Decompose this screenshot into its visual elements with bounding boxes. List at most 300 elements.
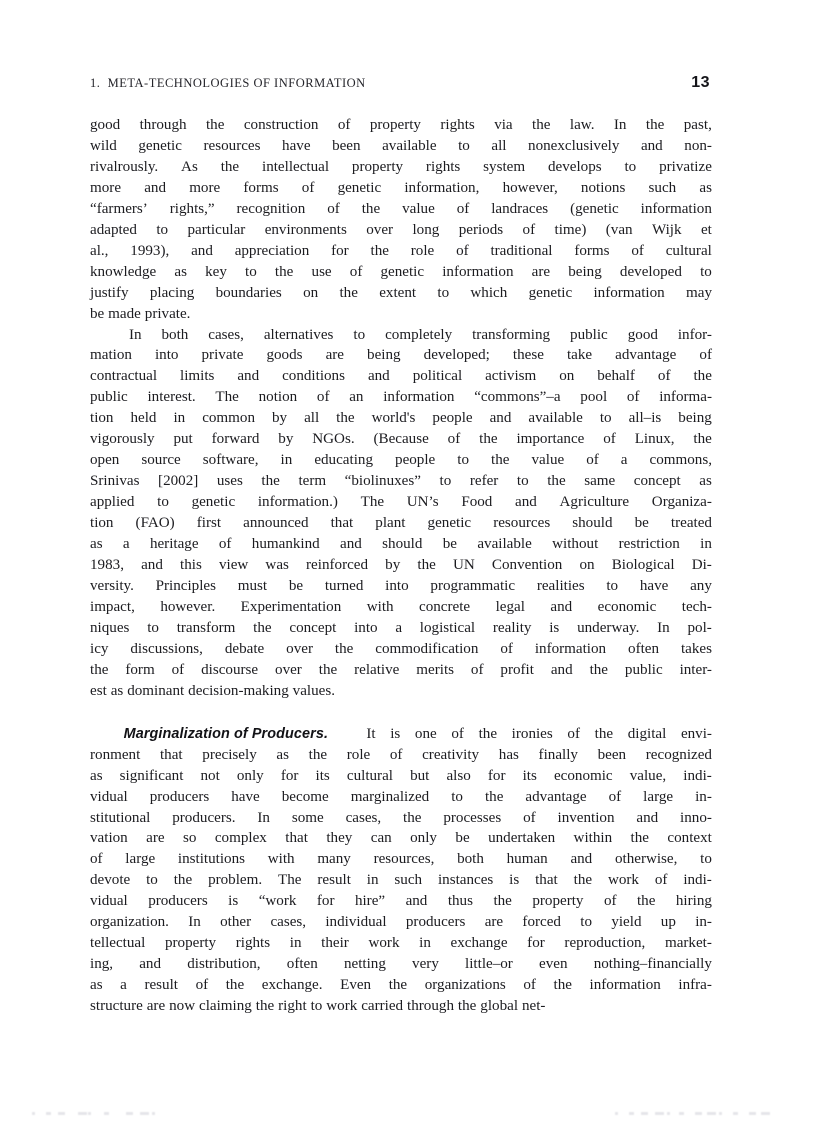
text-run: of xyxy=(195,977,209,994)
text-run: has xyxy=(498,746,519,763)
text-run: context xyxy=(667,830,712,847)
text-run: individual xyxy=(325,914,387,931)
text-run: Agriculture xyxy=(559,494,630,511)
text-line xyxy=(90,387,712,408)
text-run: mation xyxy=(90,347,132,364)
text-run: for xyxy=(280,767,299,784)
text-run: term xyxy=(298,473,327,490)
text-run: resources xyxy=(203,137,261,154)
text-run: very xyxy=(412,956,439,973)
text-run: via xyxy=(494,117,513,133)
text-run: of xyxy=(657,368,671,385)
text-line xyxy=(90,408,712,429)
text-run: large xyxy=(125,851,156,868)
text-run: undertaken xyxy=(488,830,556,847)
text-run: become xyxy=(281,788,329,805)
text-run: plant xyxy=(375,515,406,532)
text-run: one xyxy=(414,725,437,742)
text-run: applied xyxy=(90,494,135,511)
text-run: only xyxy=(236,767,264,784)
text-run: into xyxy=(385,577,409,594)
text-run: that xyxy=(285,830,308,847)
text-run: by xyxy=(272,410,288,427)
text-run: and xyxy=(489,410,512,427)
text-run: producers xyxy=(405,914,466,931)
text-run: property xyxy=(532,893,584,910)
text-line xyxy=(90,597,712,618)
text-run: stitutional xyxy=(90,809,151,826)
text-run: held xyxy=(130,410,157,427)
text-run: are xyxy=(146,998,166,1015)
text-run: good xyxy=(627,326,658,343)
text-run: notion xyxy=(258,389,298,406)
text-run: open xyxy=(90,452,120,469)
text-run: vation xyxy=(90,830,128,847)
text-run: of xyxy=(301,179,315,196)
text-run: distribution, xyxy=(187,956,261,973)
text-run: to xyxy=(146,872,158,889)
text-run: genetic xyxy=(138,137,182,154)
text-run: tech- xyxy=(681,598,712,615)
text-run: treated xyxy=(670,515,712,532)
run-in-heading: Marginalization of Producers. xyxy=(123,725,329,742)
scan-mark xyxy=(761,1112,770,1115)
text-run: informa- xyxy=(659,389,712,406)
text-run: private xyxy=(201,347,244,364)
text-run: developed; xyxy=(423,347,490,364)
text-run: the xyxy=(532,117,551,133)
text-run: Linux, xyxy=(634,431,675,448)
text-run: available xyxy=(528,410,583,427)
text-run: up xyxy=(660,914,676,931)
running-head xyxy=(90,74,710,96)
text-run: with xyxy=(366,598,394,615)
text-run: of xyxy=(500,640,513,657)
text-run: over xyxy=(366,221,394,238)
text-run: humankind xyxy=(251,536,320,553)
text-run: both xyxy=(161,326,189,343)
text-run: made xyxy=(108,305,141,322)
text-run: recognized xyxy=(645,746,712,763)
text-run: (Because xyxy=(373,431,429,448)
text-run: as xyxy=(699,179,712,196)
text-run: that xyxy=(330,515,354,532)
text-run: on xyxy=(559,368,575,385)
text-run: the xyxy=(388,977,408,994)
text-run: over xyxy=(286,640,313,657)
text-run: (FAO) xyxy=(135,515,175,532)
text-run: first xyxy=(196,515,222,532)
text-run: be xyxy=(455,830,470,847)
text-run: for xyxy=(487,767,506,784)
text-run: have xyxy=(282,137,311,154)
text-run: as xyxy=(174,263,187,280)
text-line xyxy=(90,345,712,366)
text-run: the xyxy=(547,473,566,490)
text-run: educating xyxy=(314,452,373,469)
text-line xyxy=(90,115,712,136)
text-run: problem. xyxy=(208,872,263,889)
text-run: to xyxy=(310,998,323,1015)
text-run: hire” xyxy=(354,893,386,910)
scan-mark xyxy=(615,1112,618,1115)
text-run: property xyxy=(164,935,217,952)
text-line xyxy=(90,178,712,199)
text-run: role xyxy=(410,242,435,259)
scan-mark xyxy=(707,1112,716,1115)
text-run: pol- xyxy=(687,619,712,636)
text-run: knowledge xyxy=(90,263,157,280)
text-run: little–or xyxy=(465,956,513,973)
text-run: software, xyxy=(202,452,259,469)
text-line xyxy=(90,492,712,513)
text-run: same xyxy=(584,473,616,490)
text-run: institutions xyxy=(177,851,246,868)
text-run: people xyxy=(395,452,436,469)
text-run: netting xyxy=(343,956,386,973)
scan-mark xyxy=(667,1112,670,1115)
text-run: significant xyxy=(119,767,184,784)
paragraph-indent xyxy=(90,724,109,745)
text-run: their xyxy=(321,935,349,952)
text-run: in- xyxy=(695,914,712,931)
text-run: The xyxy=(360,494,385,511)
text-run: this xyxy=(180,557,202,574)
text-run: forms xyxy=(243,179,279,196)
text-run: been xyxy=(332,137,361,154)
text-run: result xyxy=(144,977,178,994)
text-line xyxy=(90,639,712,660)
text-run: genetic xyxy=(191,494,236,511)
text-run: information xyxy=(442,263,514,280)
text-run: been xyxy=(597,746,627,763)
text-line xyxy=(90,681,712,702)
text-run: “work xyxy=(258,893,297,910)
text-run: vidual xyxy=(90,893,128,910)
text-run: the xyxy=(220,158,240,175)
text-run: some xyxy=(291,809,324,826)
scan-mark xyxy=(733,1112,738,1115)
text-run: all xyxy=(304,410,320,427)
text-line xyxy=(90,808,712,829)
text-line xyxy=(90,618,712,639)
text-run: privatize xyxy=(659,158,712,175)
text-run: the xyxy=(594,725,614,742)
text-run: versity. xyxy=(90,577,134,594)
text-run: as xyxy=(90,536,103,553)
text-run: Wijk xyxy=(651,221,682,238)
scan-mark xyxy=(104,1112,109,1115)
text-run: and xyxy=(191,242,213,259)
text-run: goods xyxy=(266,347,303,364)
text-run: its xyxy=(315,767,330,784)
text-run: commodification xyxy=(375,640,479,657)
text-run: tion xyxy=(90,515,114,532)
text-run: developed xyxy=(619,263,682,280)
text-run: takes xyxy=(680,640,712,657)
text-run: infra- xyxy=(678,977,712,994)
text-run: which xyxy=(470,284,508,301)
text-run: time) xyxy=(554,221,587,238)
text-run: as xyxy=(90,767,103,784)
text-line xyxy=(90,660,712,681)
text-run: legal xyxy=(495,598,525,615)
text-run: boundaries xyxy=(215,284,282,301)
text-run: people xyxy=(432,410,473,427)
scan-mark xyxy=(719,1112,722,1115)
text-run: available xyxy=(477,536,532,553)
text-run: of xyxy=(171,661,185,678)
scan-mark xyxy=(140,1112,149,1115)
text-run: NGOs. xyxy=(312,431,355,448)
text-run: of xyxy=(389,746,403,763)
text-run: and xyxy=(237,368,260,385)
text-run: in xyxy=(173,410,186,427)
text-run: on xyxy=(303,284,319,301)
text-run: of xyxy=(349,263,363,280)
text-run: must xyxy=(237,577,268,594)
text-run: finally xyxy=(538,746,578,763)
text-run: form xyxy=(125,661,155,678)
text-run: rights xyxy=(440,117,475,133)
text-run: often xyxy=(286,956,318,973)
text-run: In xyxy=(613,117,627,133)
scan-mark xyxy=(679,1112,684,1115)
text-run: a xyxy=(620,452,628,469)
text-run: and xyxy=(340,536,362,553)
text-run: restriction xyxy=(618,536,680,553)
text-run: for xyxy=(316,893,335,910)
text-run: are xyxy=(484,914,504,931)
text-run: landraces xyxy=(491,200,549,217)
text-run: of xyxy=(586,452,599,469)
text-run: may xyxy=(686,284,712,301)
text-run: UN’s xyxy=(406,494,439,511)
text-run: cases, xyxy=(345,809,382,826)
text-run: public xyxy=(624,661,663,678)
text-run: values. xyxy=(292,682,336,699)
text-run: of xyxy=(90,851,103,868)
text-run: extent xyxy=(379,284,417,301)
text-run: of xyxy=(523,977,536,994)
text-run: Food xyxy=(461,494,493,511)
text-run: vigorously xyxy=(90,431,155,448)
text-run: net- xyxy=(521,998,546,1015)
text-run: genetic xyxy=(528,284,573,301)
text-run: to xyxy=(245,263,257,280)
text-run: work xyxy=(607,872,639,889)
text-line xyxy=(90,136,712,157)
text-run: of xyxy=(316,389,330,406)
text-run: the xyxy=(205,117,225,133)
text-run: forced xyxy=(522,914,561,931)
text-run: placing xyxy=(149,284,195,301)
text-run: many xyxy=(317,851,351,868)
text-run: impact, xyxy=(90,598,135,615)
text-run: organization. xyxy=(90,914,169,931)
text-run: value xyxy=(531,452,565,469)
text-run: work xyxy=(368,935,400,952)
text-run: information, xyxy=(404,179,480,196)
text-run: announced xyxy=(243,515,309,532)
scan-mark xyxy=(58,1112,65,1115)
scan-mark xyxy=(655,1112,664,1115)
text-run: periods xyxy=(458,221,504,238)
text-run: justify xyxy=(90,284,129,301)
text-run: hiring xyxy=(675,893,712,910)
text-run: and xyxy=(515,494,537,511)
text-run: by xyxy=(385,557,401,574)
text-run: notions xyxy=(580,179,626,196)
text-run: construction xyxy=(243,117,319,133)
text-run: turned xyxy=(324,577,364,594)
text-run: (genetic xyxy=(570,200,619,217)
text-run: Even xyxy=(340,977,372,994)
text-run: Experimentation xyxy=(240,598,342,615)
text-run: role xyxy=(346,746,371,763)
text-run: the xyxy=(90,661,109,678)
text-run: cases, xyxy=(270,914,307,931)
text-run: and xyxy=(141,557,163,574)
text-run: Biological xyxy=(611,557,675,574)
text-run: are xyxy=(531,263,551,280)
paragraph-indent xyxy=(90,325,109,346)
text-run: of xyxy=(654,872,668,889)
text-run: public xyxy=(90,389,128,406)
text-run: relative xyxy=(354,661,400,678)
text-run: tion xyxy=(90,410,114,427)
text-run: non- xyxy=(684,137,712,154)
text-run: 1983, xyxy=(90,557,124,574)
text-run: of xyxy=(456,242,469,259)
text-run: rights xyxy=(235,935,271,952)
text-line xyxy=(90,912,712,933)
text-run: for xyxy=(527,935,545,952)
text-run: and xyxy=(144,179,166,196)
text-run: these xyxy=(512,347,544,364)
text-run: law. xyxy=(569,117,595,133)
text-run: common xyxy=(202,410,256,427)
text-run: and xyxy=(640,137,663,154)
text-run: in- xyxy=(695,788,712,805)
text-run: the xyxy=(318,661,338,678)
text-run: economic xyxy=(553,767,613,784)
text-run: they xyxy=(326,830,353,847)
text-line xyxy=(90,199,712,220)
text-run: cultural xyxy=(346,767,393,784)
body-text-block xyxy=(90,115,712,1017)
text-run: is xyxy=(228,893,239,910)
text-run: often xyxy=(628,640,660,657)
text-run: work xyxy=(326,998,358,1015)
text-run: It xyxy=(366,725,376,742)
text-line xyxy=(90,366,712,387)
text-run: value xyxy=(402,200,435,217)
text-run: digital xyxy=(627,725,667,742)
run-in-heading-gap xyxy=(343,724,352,745)
text-run: past, xyxy=(683,117,712,133)
text-run: through xyxy=(139,117,187,133)
text-run: the xyxy=(630,830,649,847)
text-line xyxy=(90,325,712,346)
text-run: pool xyxy=(580,389,608,406)
text-run: of xyxy=(337,117,351,133)
text-run: the xyxy=(336,410,355,427)
text-run: information xyxy=(383,389,455,406)
text-run: of xyxy=(456,200,470,217)
text-line xyxy=(90,555,712,576)
scan-mark xyxy=(88,1112,91,1115)
text-run: being xyxy=(568,263,602,280)
text-run: the xyxy=(589,661,609,678)
text-run: the xyxy=(308,746,328,763)
text-run: concept xyxy=(289,619,337,636)
text-run: intellectual xyxy=(262,158,330,175)
text-run: right xyxy=(278,998,307,1015)
text-run: exchange xyxy=(450,935,508,952)
text-run: precisely xyxy=(202,746,257,763)
text-run: all xyxy=(491,137,507,154)
text-run: as xyxy=(276,746,289,763)
text-run: such xyxy=(394,872,423,889)
text-run: interest. xyxy=(147,389,196,406)
text-run: develops xyxy=(547,158,602,175)
text-line xyxy=(90,283,712,304)
text-run: concrete xyxy=(419,598,471,615)
text-run: concept xyxy=(633,473,681,490)
text-run: cultural xyxy=(665,242,712,259)
text-run: importance xyxy=(516,431,585,448)
text-run: to xyxy=(624,158,637,175)
text-line xyxy=(90,304,712,325)
text-run: to xyxy=(458,137,470,154)
text-run: completely xyxy=(385,326,453,343)
text-run: carried xyxy=(361,998,404,1015)
text-run: vidual xyxy=(90,788,128,805)
text-run: adapted xyxy=(90,221,137,238)
text-run: with xyxy=(267,851,295,868)
text-run: information xyxy=(534,640,607,657)
text-run: through xyxy=(407,998,454,1015)
text-run: structure xyxy=(90,998,143,1015)
text-run: devote xyxy=(90,872,131,889)
text-run: discourse xyxy=(201,661,259,678)
text-run: other xyxy=(220,914,252,931)
text-run: into xyxy=(154,347,179,364)
text-run: ironies xyxy=(511,725,553,742)
text-run: Convention xyxy=(491,557,563,574)
text-run: result xyxy=(317,872,351,889)
text-run: in xyxy=(289,935,302,952)
text-run: source xyxy=(141,452,181,469)
text-line xyxy=(90,429,712,450)
text-run: the xyxy=(255,998,275,1015)
text-line xyxy=(90,262,712,283)
scan-mark xyxy=(629,1112,634,1115)
text-run: of xyxy=(522,221,536,238)
text-run: is xyxy=(390,725,401,742)
text-run: as xyxy=(699,473,712,490)
text-run: ing, xyxy=(90,956,114,973)
text-run: now xyxy=(169,998,196,1015)
text-run: genetic xyxy=(427,515,472,532)
text-run: are xyxy=(325,347,344,364)
text-run: market- xyxy=(664,935,712,952)
text-run: within xyxy=(573,830,613,847)
text-run: [2002] xyxy=(158,473,199,490)
text-line xyxy=(90,745,712,766)
text-run: to xyxy=(700,263,712,280)
